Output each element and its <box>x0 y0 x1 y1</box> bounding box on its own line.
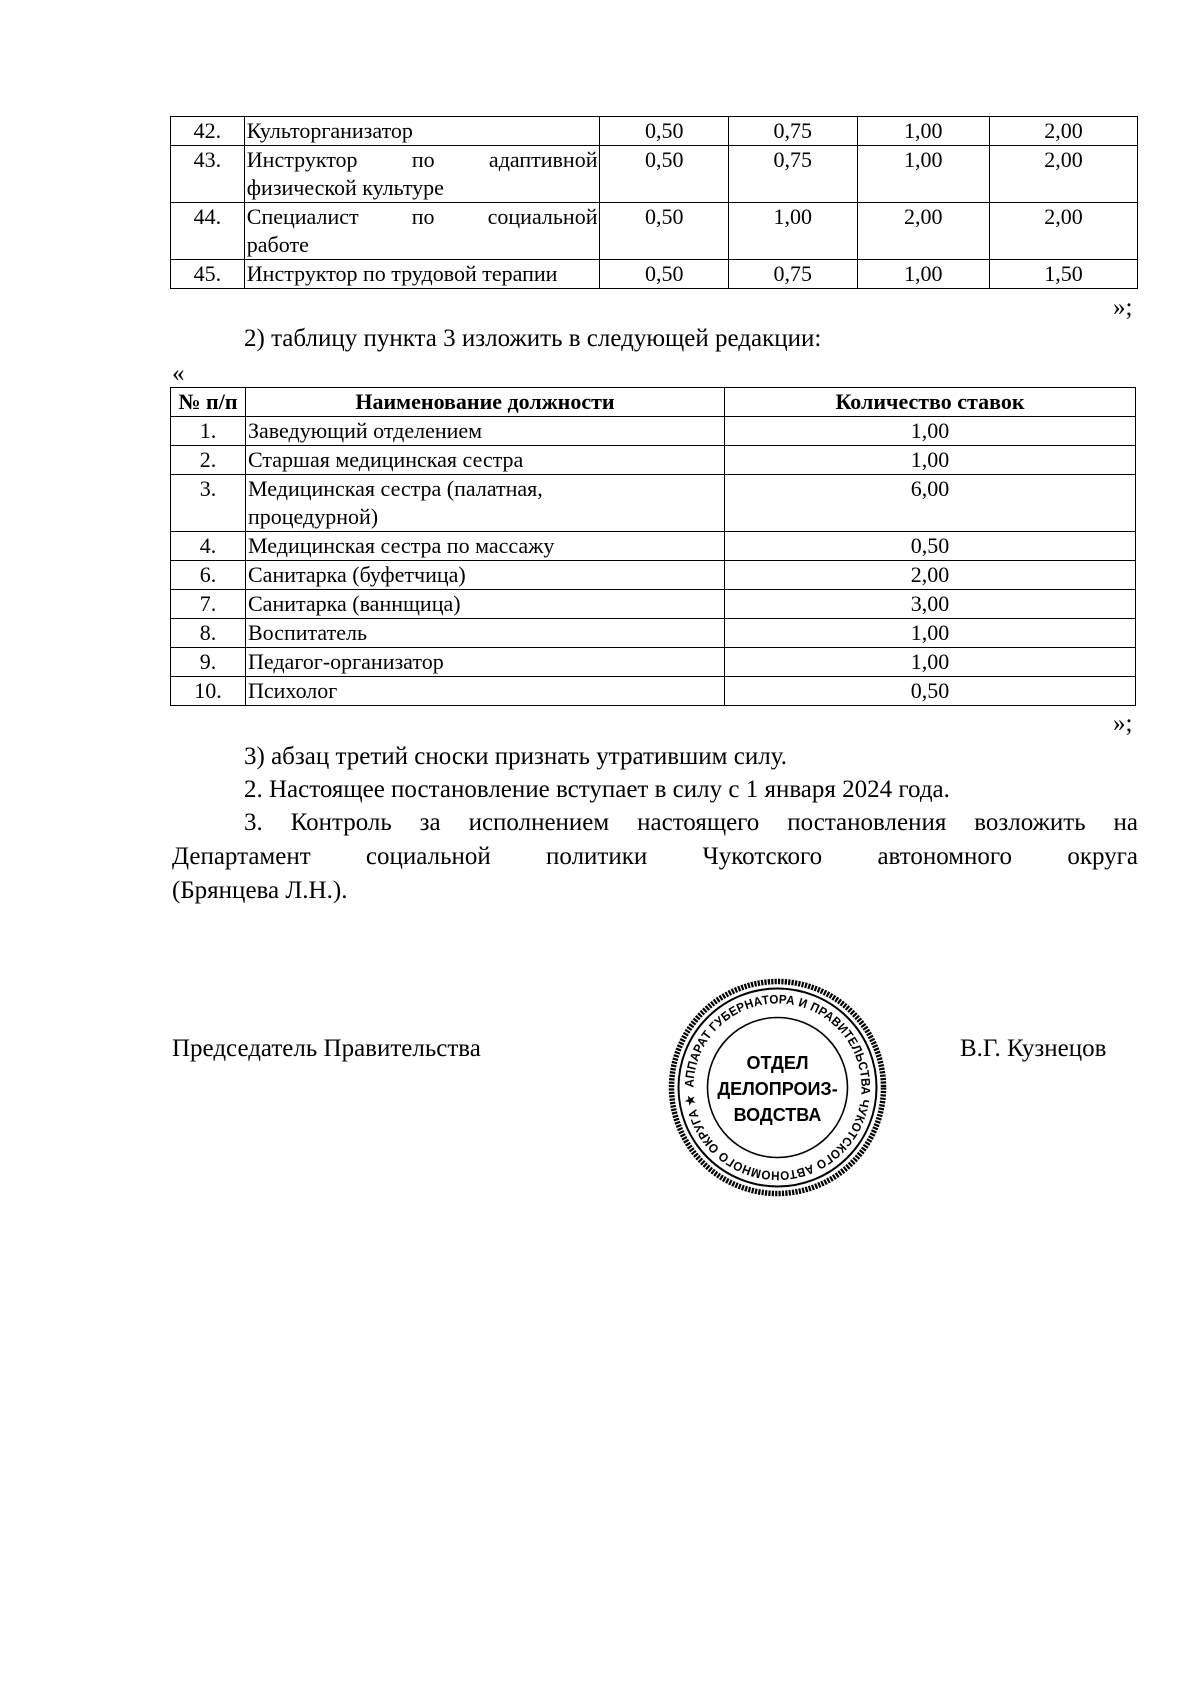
rate-value: 1,00 <box>857 117 989 146</box>
table-row <box>171 590 1136 619</box>
rate-value: 2,00 <box>989 203 1137 260</box>
rate-value: 0,50 <box>600 117 729 146</box>
column-header-count: Количество ставок <box>725 388 1136 417</box>
positions-table <box>170 387 1136 706</box>
closing-quote: »; <box>1113 294 1133 321</box>
rate-value: 2,00 <box>989 117 1137 146</box>
paragraph-line: Департамент социальной политики Чукотского автономного округа <box>172 843 1138 870</box>
rate-value: 1,50 <box>989 260 1137 289</box>
column-header-position: Наименование должности <box>246 388 725 417</box>
position-name-line: работе <box>246 232 309 257</box>
position-name: Медицинская сестра по массажу <box>246 532 725 561</box>
paragraph-table3-amendment: 2) таблицу пункта 3 изложить в следующей редакции: <box>244 325 822 352</box>
position-name-line: процедурной) <box>248 504 379 529</box>
table-row <box>171 146 1138 203</box>
seal-center-line: ВОДСТВА <box>733 1105 822 1125</box>
seal-center-line: ДЕЛОПРОИЗ- <box>717 1079 838 1099</box>
row-number: 42. <box>171 117 245 146</box>
position-name <box>246 475 725 532</box>
rate-count: 0,50 <box>725 677 1136 706</box>
position-name: Старшая медицинская сестра <box>246 446 725 475</box>
opening-quote: « <box>172 360 185 387</box>
seal-ring-text: АППАРАТ ГУБЕРНАТОРА И ПРАВИТЕЛЬСТВА ЧУКОТСКОГО АВТОНОМНОГО ОКРУГА ★ <box>682 992 873 1183</box>
signatory-title: Председатель Правительства <box>172 1035 481 1062</box>
row-number: 6. <box>171 561 246 590</box>
position-name-line: физической культуре <box>246 175 444 200</box>
position-name: Заведующий отделением <box>246 417 725 446</box>
row-number: 45. <box>171 260 245 289</box>
rate-value: 0,50 <box>600 146 729 203</box>
rate-value: 2,00 <box>989 146 1137 203</box>
paragraph-line: 3. Контроль за исполнением настоящего постановления возложить на <box>244 809 1138 836</box>
paragraph-footnote-repeal: 3) абзац третий сноски признать утратившим силу. <box>244 743 787 770</box>
row-number: 9. <box>171 648 246 677</box>
position-name: Воспитатель <box>246 619 725 648</box>
table-row <box>171 446 1136 475</box>
position-name-line: Медицинская сестра (палатная, <box>248 476 543 501</box>
position-name <box>244 146 600 203</box>
row-number: 44. <box>171 203 245 260</box>
row-number: 7. <box>171 590 246 619</box>
rate-count: 2,00 <box>725 561 1136 590</box>
staff-rates-table-continued <box>170 116 1138 289</box>
paragraph-line: (Брянцева Л.Н.). <box>172 877 348 904</box>
position-name: Культорганизатор <box>244 117 600 146</box>
rate-value: 1,00 <box>729 203 858 260</box>
position-name-line: Инструктор по адаптивной <box>246 147 598 172</box>
paragraph-control <box>172 806 1138 908</box>
rate-value: 0,50 <box>600 260 729 289</box>
position-name: Санитарка (ваннщица) <box>246 590 725 619</box>
position-name: Санитарка (буфетчица) <box>246 561 725 590</box>
table-row <box>171 475 1136 532</box>
rate-count: 1,00 <box>725 648 1136 677</box>
rate-count: 1,00 <box>725 446 1136 475</box>
rate-value: 0,75 <box>729 117 858 146</box>
table-row <box>171 117 1138 146</box>
table-row <box>171 619 1136 648</box>
table-row <box>171 677 1136 706</box>
rate-value: 0,75 <box>729 146 858 203</box>
table-header-row <box>171 388 1136 417</box>
table-row <box>171 417 1136 446</box>
row-number: 1. <box>171 417 246 446</box>
closing-quote: »; <box>1113 710 1133 737</box>
rate-count: 1,00 <box>725 619 1136 648</box>
position-name: Педагог-организатор <box>246 648 725 677</box>
row-number: 8. <box>171 619 246 648</box>
row-number: 2. <box>171 446 246 475</box>
position-name-line: Специалист по социальной <box>246 204 598 229</box>
row-number: 43. <box>171 146 245 203</box>
position-name: Инструктор по трудовой терапии <box>244 260 600 289</box>
position-name <box>244 203 600 260</box>
table-row <box>171 260 1138 289</box>
rate-count: 0,50 <box>725 532 1136 561</box>
table-row <box>171 648 1136 677</box>
table-row <box>171 561 1136 590</box>
column-header-number: № п/п <box>171 388 246 417</box>
table-row <box>171 203 1138 260</box>
position-name: Психолог <box>246 677 725 706</box>
row-number: 3. <box>171 475 246 532</box>
row-number: 4. <box>171 532 246 561</box>
paragraph-effective-date: 2. Настоящее постановление вступает в силу с 1 января 2024 года. <box>244 776 950 803</box>
rate-value: 0,75 <box>729 260 858 289</box>
rate-value: 2,00 <box>857 203 989 260</box>
rate-count: 3,00 <box>725 590 1136 619</box>
rate-value: 1,00 <box>857 146 989 203</box>
rate-value: 0,50 <box>600 203 729 260</box>
seal-center-line: ОТДЕЛ <box>746 1053 809 1073</box>
rate-count: 1,00 <box>725 417 1136 446</box>
table-row <box>171 532 1136 561</box>
official-seal-icon <box>665 975 890 1200</box>
rate-value: 1,00 <box>857 260 989 289</box>
rate-count: 6,00 <box>725 475 1136 532</box>
signatory-name: В.Г. Кузнецов <box>960 1035 1107 1062</box>
row-number: 10. <box>171 677 246 706</box>
